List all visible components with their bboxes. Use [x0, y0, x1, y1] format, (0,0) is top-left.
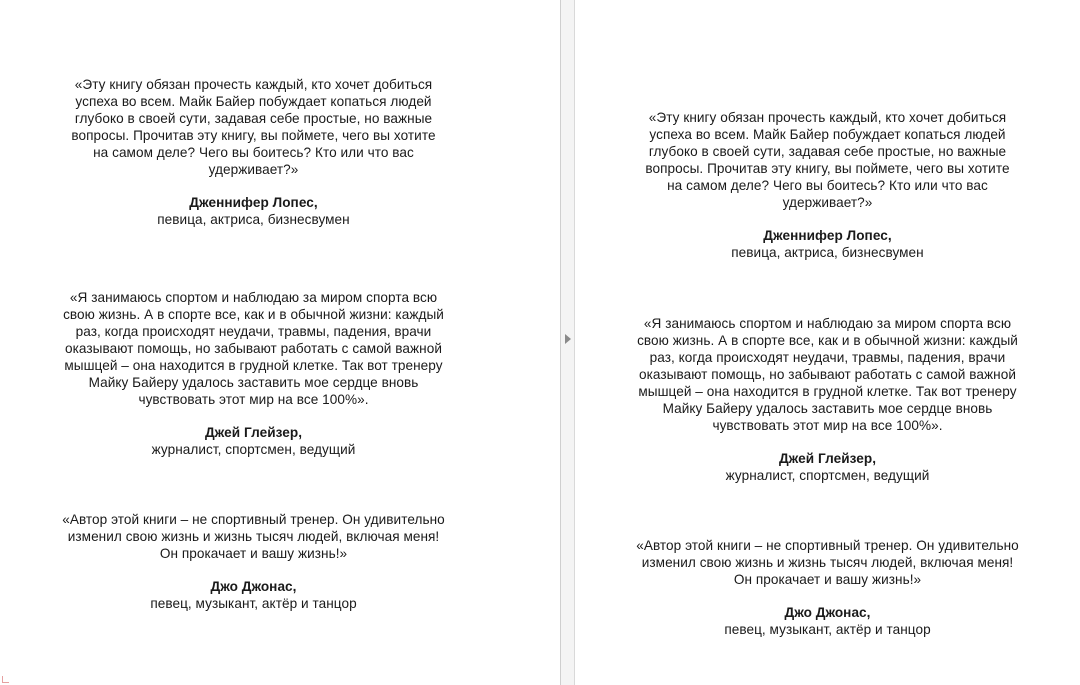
quote-line: чувствовать этот мир на все 100%». [138, 392, 369, 407]
chevron-right-icon[interactable] [565, 334, 571, 344]
quote-line: оказывают помощь, но забывают работать с самой важной [639, 367, 1016, 382]
quote-line: на самом деле? Чего вы боитесь? Кто или что вас [93, 145, 414, 160]
quote-line: удерживает?» [208, 162, 299, 177]
quote-line: раз, когда происходят неудачи, травмы, падения, врачи [75, 324, 432, 339]
quote-line: успеха во всем. Майк Байер побуждает копаться людей [75, 94, 432, 109]
quote-line: «Я занимаюсь спортом и наблюдаю за миром спорта всю [69, 290, 438, 305]
quote-line: свою жизнь. А в спорте все, как и в обычной жизни: каждый [637, 333, 1018, 348]
author-name: Джей Глейзер, [778, 451, 877, 466]
quote-line: Майку Байеру удалось заставить мое сердце вновь [88, 375, 419, 390]
page-left [0, 0, 507, 685]
quote-line: «Эту книгу обязан прочесть каждый, кто хочет добиться [648, 110, 1007, 125]
author-role: певица, актриса, бизнесвумен [731, 245, 924, 260]
author-name: Джо Джонас, [784, 605, 871, 620]
quote-line: глубоко в своей сути, задавая себе простые, но важные [74, 111, 433, 126]
testimonial-lopez [0, 76, 507, 228]
quote-line: раз, когда происходят неудачи, травмы, падения, врачи [649, 350, 1006, 365]
quote-line: вопросы. Прочитав эту книгу, вы поймете, чего вы хотите [71, 128, 436, 143]
author-role: певец, музыкант, актёр и танцор [150, 596, 357, 611]
quote-line: свою жизнь. А в спорте все, как и в обычной жизни: каждый [63, 307, 444, 322]
quote-line: мышцей – она находится в грудной клетке. Так вот тренеру [638, 384, 1017, 399]
author-role: певец, музыкант, актёр и танцор [724, 622, 931, 637]
page-gutter[interactable] [560, 0, 575, 685]
author-name: Дженнифер Лопес, [189, 195, 318, 210]
quote-line: «Эту книгу обязан прочесть каждый, кто хочет добиться [74, 77, 433, 92]
author-role: журналист, спортсмен, ведущий [725, 468, 930, 483]
quote-line: успеха во всем. Майк Байер побуждает копаться людей [649, 127, 1006, 142]
author-name: Джо Джонас, [210, 579, 297, 594]
testimonial-glazer [575, 315, 1080, 484]
quote-line: глубоко в своей сути, задавая себе простые, но важные [648, 144, 1007, 159]
author-role: журналист, спортсмен, ведущий [151, 442, 356, 457]
quote-line: Он прокачает и вашу жизнь!» [733, 572, 922, 587]
quote-line: Он прокачает и вашу жизнь!» [159, 546, 348, 561]
author-role: певица, актриса, бизнесвумен [157, 212, 350, 227]
quote-line: оказывают помощь, но забывают работать с самой важной [65, 341, 442, 356]
quote-line: изменил свою жизнь и жизнь тысяч людей, включая меня! [67, 529, 440, 544]
quote-line: Майку Байеру удалось заставить мое сердце вновь [662, 401, 993, 416]
author-name: Джей Глейзер, [204, 425, 303, 440]
testimonial-jonas [575, 537, 1080, 638]
quote-line: «Я занимаюсь спортом и наблюдаю за миром спорта всю [643, 316, 1012, 331]
testimonial-glazer [0, 289, 507, 458]
quote-line: вопросы. Прочитав эту книгу, вы поймете, чего вы хотите [645, 161, 1010, 176]
testimonial-lopez [575, 109, 1080, 261]
quote-line: «Автор этой книги – не спортивный тренер. Он удивительно [636, 538, 1019, 553]
quote-line: «Автор этой книги – не спортивный тренер. Он удивительно [62, 512, 445, 527]
testimonial-jonas [0, 511, 507, 612]
author-name: Дженнифер Лопес, [763, 228, 892, 243]
quote-line: изменил свою жизнь и жизнь тысяч людей, включая меня! [641, 555, 1014, 570]
quote-line: удерживает?» [782, 195, 873, 210]
quote-line: чувствовать этот мир на все 100%». [712, 418, 943, 433]
page-corner-mark [2, 676, 9, 683]
page-right [575, 0, 1080, 685]
quote-line: на самом деле? Чего вы боитесь? Кто или что вас [667, 178, 988, 193]
quote-line: мышцей – она находится в грудной клетке. Так вот тренеру [64, 358, 443, 373]
